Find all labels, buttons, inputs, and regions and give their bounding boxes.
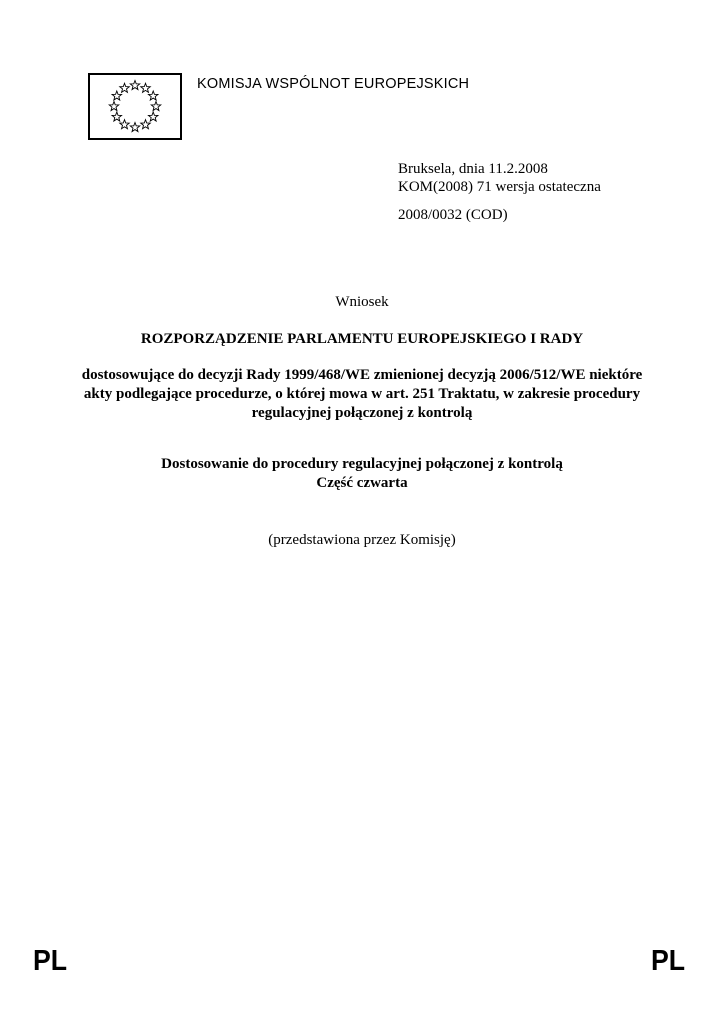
procedure-title	[0, 455, 724, 493]
document-number: KOM(2008) 71 wersja ostateczna	[398, 179, 601, 195]
eu-flag-icon	[88, 73, 182, 140]
procedure-title-line: Część czwarta	[316, 475, 408, 491]
subtitle-line: regulacyjnej połączonej z kontrolą	[251, 405, 473, 421]
procedure-number: 2008/0032 (COD)	[398, 207, 508, 223]
subtitle	[0, 366, 724, 423]
language-code-right: PL	[650, 945, 685, 977]
subtitle-line: dostosowujące do decyzji Rady 1999/468/WE zmienionej decyzją 2006/512/WE niektóre	[81, 367, 643, 383]
proposal-label: Wniosek	[335, 294, 389, 310]
place-date: Bruksela, dnia 11.2.2008	[398, 161, 548, 177]
subtitle-line: akty podlegające procedurze, o której mowa w art. 251 Traktatu, w zakresie procedury	[83, 386, 641, 402]
main-title: ROZPORZĄDZENIE PARLAMENTU EUROPEJSKIEGO I RADY	[140, 331, 584, 347]
presented-by: (przedstawiona przez Komisję)	[268, 532, 456, 548]
institution-name: KOMISJA WSPÓLNOT EUROPEJSKICH	[197, 76, 470, 92]
procedure-title-line: Dostosowanie do procedury regulacyjnej połączonej z kontrolą	[161, 456, 563, 472]
language-code-left: PL	[33, 945, 68, 977]
reference-block	[398, 160, 601, 224]
